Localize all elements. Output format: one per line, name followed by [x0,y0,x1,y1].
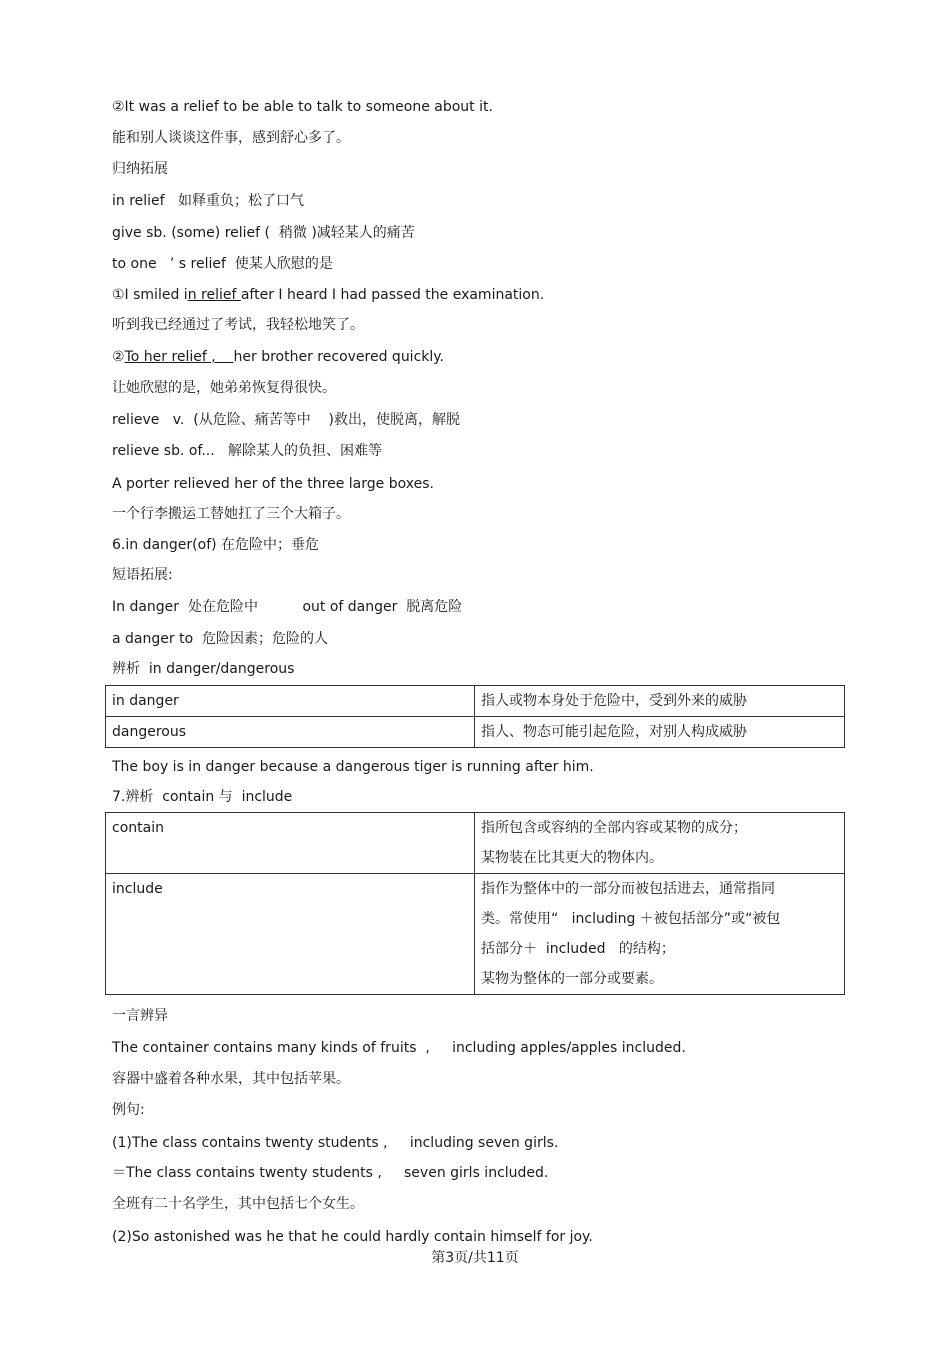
example-porter: A porter relieved her of the three large boxes. [112,476,434,492]
translation-2: 能和别人谈谈这件事，感到舒心多了。 [112,130,350,146]
table-row [106,686,845,717]
phrase-in-relief: in relief 如释重负；松了口气 [112,193,304,209]
table-row [106,717,845,748]
term-cell: contain [112,820,164,836]
description-cell: 指人或物本身处于危险中，受到外来的威胁 [481,693,747,709]
term-cell: dangerous [112,724,187,740]
table-row [106,874,845,995]
example-sentence-2: ②It was a relief to be able to talk to someone about it. [112,99,493,115]
exercise-2-translation: 让她欣慰的是，她弟弟恢复得很快。 [112,380,336,396]
example-tiger: The boy is in danger because a dangerous tiger is running after him. [112,759,594,775]
section-heading-one-sentence: 一言辨异 [112,1008,168,1024]
description-line: 类。常使用“ including ＋被包括部分”或“被包 [481,911,781,927]
exercise-1: ①I smiled in relief after I heard I had passed the examination. [112,287,545,303]
phrase-give-relief: give sb. (some) relief ( 稍微 )减轻某人的痛苦 [112,225,415,241]
word-relieve: relieve v. (从危险、痛苦等中 )救出，使脱离，解脱 [112,412,460,428]
example-porter-translation: 一个行李搬运工替她扛了三个大箱子。 [112,506,350,522]
description-line: 括部分＋ included 的结构； [481,941,675,957]
phrase-in-out-danger: In danger 处在危险中 out of danger 脱离危险 [112,599,463,615]
example-class-2: ＝The class contains twenty students , seven girls included. [112,1165,549,1181]
phrase-to-ones-relief: to one ’ s relief 使某人欣慰的是 [112,256,333,272]
description-line: 指所包含或容纳的全部内容或某物的成分； [481,820,747,836]
exercise-1-translation: 听到我已经通过了考试，我轻松地笑了。 [112,317,364,333]
distinction-heading-danger: 辨析 in danger/dangerous [112,661,295,677]
section-heading-contain-include: 7.辨析 contain 与 include [112,789,293,805]
example-container-translation: 容器中盛着各种水果，其中包括苹果。 [112,1071,350,1087]
section-heading-in-danger: 6.in danger(of) 在危险中；垂危 [112,537,320,553]
description-line: 指作为整体中的一部分而被包括进去，通常指同 [481,881,775,897]
answer-blank-1: n relief [187,287,241,303]
phrase-extension-label: 短语拓展: [112,567,173,583]
term-cell: include [112,881,163,897]
example-class-translation: 全班有二十名学生，其中包括七个女生。 [112,1196,364,1212]
description-line: 某物装在比其更大的物体内。 [481,850,663,866]
phrase-relieve-of: relieve sb. of... 解除某人的负担、困难等 [112,443,383,459]
example-astonished: (2)So astonished was he that he could hardly contain himself for joy. [112,1229,593,1245]
danger-comparison-table [105,685,845,748]
example-container: The container contains many kinds of fruits , including apples/apples included. [112,1040,686,1056]
phrase-a-danger-to: a danger to 危险因素；危险的人 [112,631,329,647]
table-row [106,813,845,874]
page-number: 第3页/共11页 [431,1250,519,1266]
contain-include-table [105,812,845,995]
exercise-2: ②To her relief , her brother recovered quickly. [112,349,445,365]
description-cell: 指人、物态可能引起危险，对别人构成威胁 [481,724,747,740]
answer-blank-2: To her relief , [124,349,234,365]
term-cell: in danger [112,693,179,709]
section-heading-summary: 归纳拓展 [112,161,168,177]
examples-label: 例句: [112,1102,145,1118]
example-class-1: (1)The class contains twenty students , including seven girls. [112,1135,559,1151]
description-line: 某物为整体的一部分或要素。 [481,971,663,987]
